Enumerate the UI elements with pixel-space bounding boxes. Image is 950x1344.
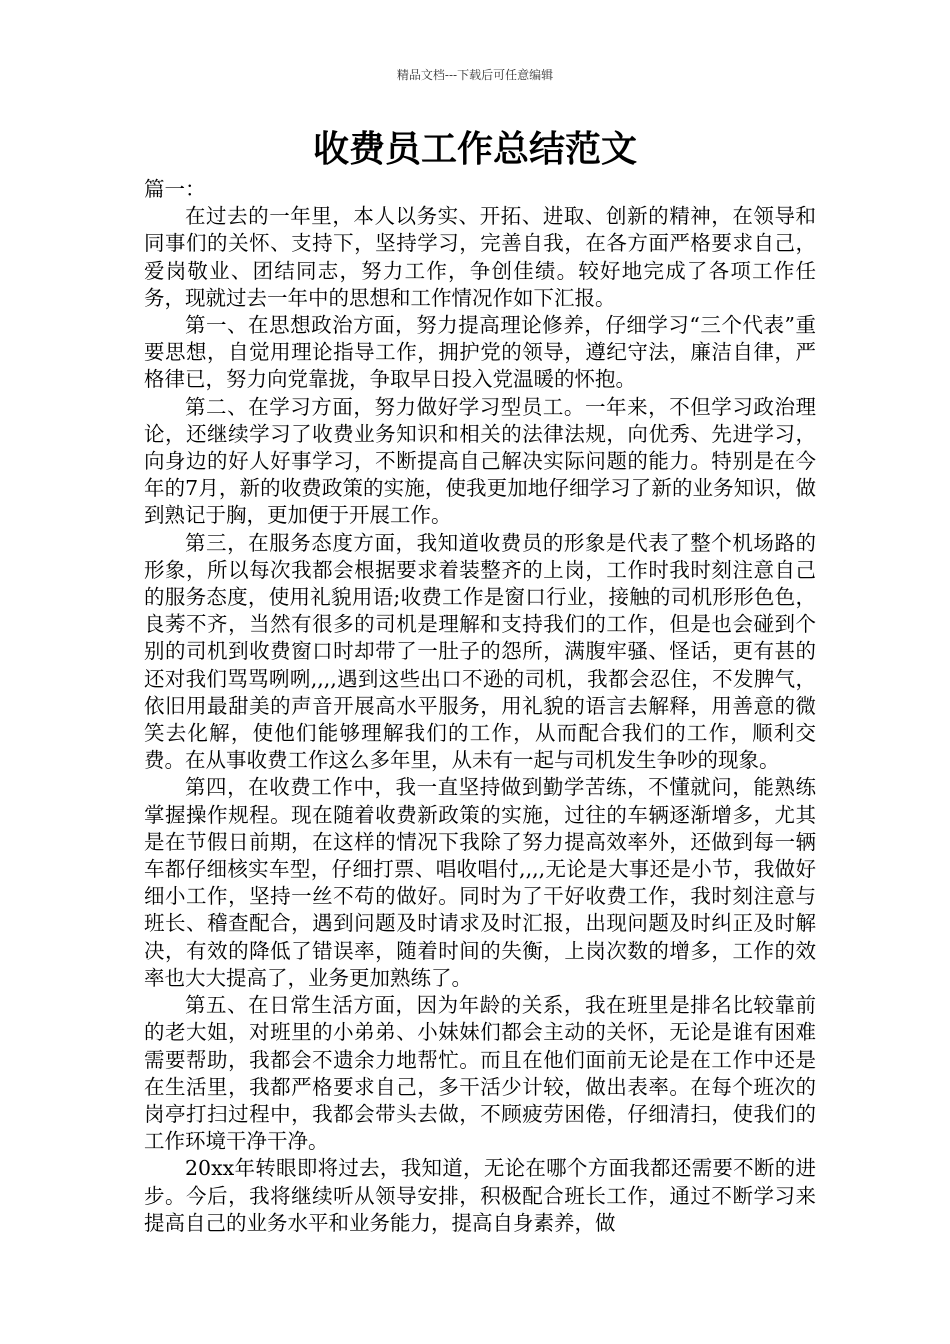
- paragraph-outlook: 20xx年转眼即将过去，我知道，无论在哪个方面我都还需要不断的进步。今后，我将继续听从领导安排，积极配合班长工作，通过不断学习来提高自己的业务水平和业务能力，提高自身素养，做: [144, 1156, 816, 1235]
- document-title: 收费员工作总结范文: [312, 129, 637, 170]
- paragraph-political: 第一、在思想政治方面，努力提高理论修养，仔细学习“三个代表”重要思想，自觉用理论指导工作，拥护党的领导，遵纪守法，廉洁自律，严格律已，努力向党靠拢，争取早日投入党温暖的怀抱。: [144, 313, 816, 392]
- page-header: 精品文档---下载后可任意编辑: [396, 68, 554, 82]
- paragraph-study: 第二、在学习方面，努力做好学习型员工。一年来，不但学习政治理论，还继续学习了收费业务知识和相关的法律法规，向优秀、先进学习，向身边的好人好事学习，不断提高自己解决实际问题的能力。特别是在今年的7月，新的收费政策的实施，使我更加地仔细学习了新的业务知识，做到熟记于胸，更加便于开展工作。: [144, 394, 816, 528]
- paragraph-toll-work: 第四，在收费工作中，我一直坚持做到勤学苦练，不懂就问，能熟练掌握操作规程。现在随着收费新政策的实施，过往的车辆逐渐增多，尤其是在节假日前期，在这样的情况下我除了努力提高效率外，还做到每一辆车都仔细核实车型，仔细打票、唱收唱付,,,,无论是大事还是小节，我做好细小工作，坚持一丝不苟的做好。同时为了干好收费工作，我时刻注意与班长、稽查配合，遇到问题及时请求及时汇报，出现问题及时纠正及时解决，有效的降低了错误率，随着时间的失衡，上岗次数的增多，工作的效率也大大提高了，业务更加熟练了。: [144, 775, 816, 990]
- document-body: [144, 176, 816, 1237]
- section-label: 篇一：: [144, 177, 206, 201]
- paragraph-service-attitude: 第三，在服务态度方面，我知道收费员的形象是代表了整个机场路的形象，所以每次我都会根据要求着装整齐的上岗，工作时我时刻注意自己的服务态度，使用礼貌用语;收费工作是窗口行业，接触的司机形形色色，良莠不齐，当然有很多的司机是理解和支持我们的工作，但是也会碰到个别的司机到收费窗口时却带了一肚子的怨所，满腹牢骚、怪话，更有甚的还对我们骂骂咧咧,,,,遇到这些出口不逊的司机，我都会忍住，不发脾气，依旧用最甜美的声音开展高水平服务，用礼貌的语言去解释，用善意的微笑去化解，使他们能够理解我们的工作，从而配合我们的工作，顺利交费。在从事收费工作这么多年里，从未有一起与司机发生争吵的现象。: [144, 530, 816, 773]
- paragraph-daily-life: 第五、在日常生活方面，因为年龄的关系，我在班里是排名比较靠前的老大姐，对班里的小弟弟、小妹妹们都会主动的关怀，无论是谁有困难需要帮助，我都会不遗余力地帮忙。而且在他们面前无论是在工作中还是在生活里，我都严格要求自己，多干活少计较，做出表率。在每个班次的岗亭打扫过程中，我都会带头去做，不顾疲劳困倦，仔细清扫，使我们的工作环境干净干净。: [144, 993, 816, 1154]
- paragraph-intro: 在过去的一年里，本人以务实、开拓、进取、创新的精神，在领导和同事们的关怀、支持下，坚持学习，完善自我，在各方面严格要求自己，爱岗敬业、团结同志，努力工作，争创佳绩。较好地完成了各项工作任务，现就过去一年中的思想和工作情况作如下汇报。: [144, 204, 816, 310]
